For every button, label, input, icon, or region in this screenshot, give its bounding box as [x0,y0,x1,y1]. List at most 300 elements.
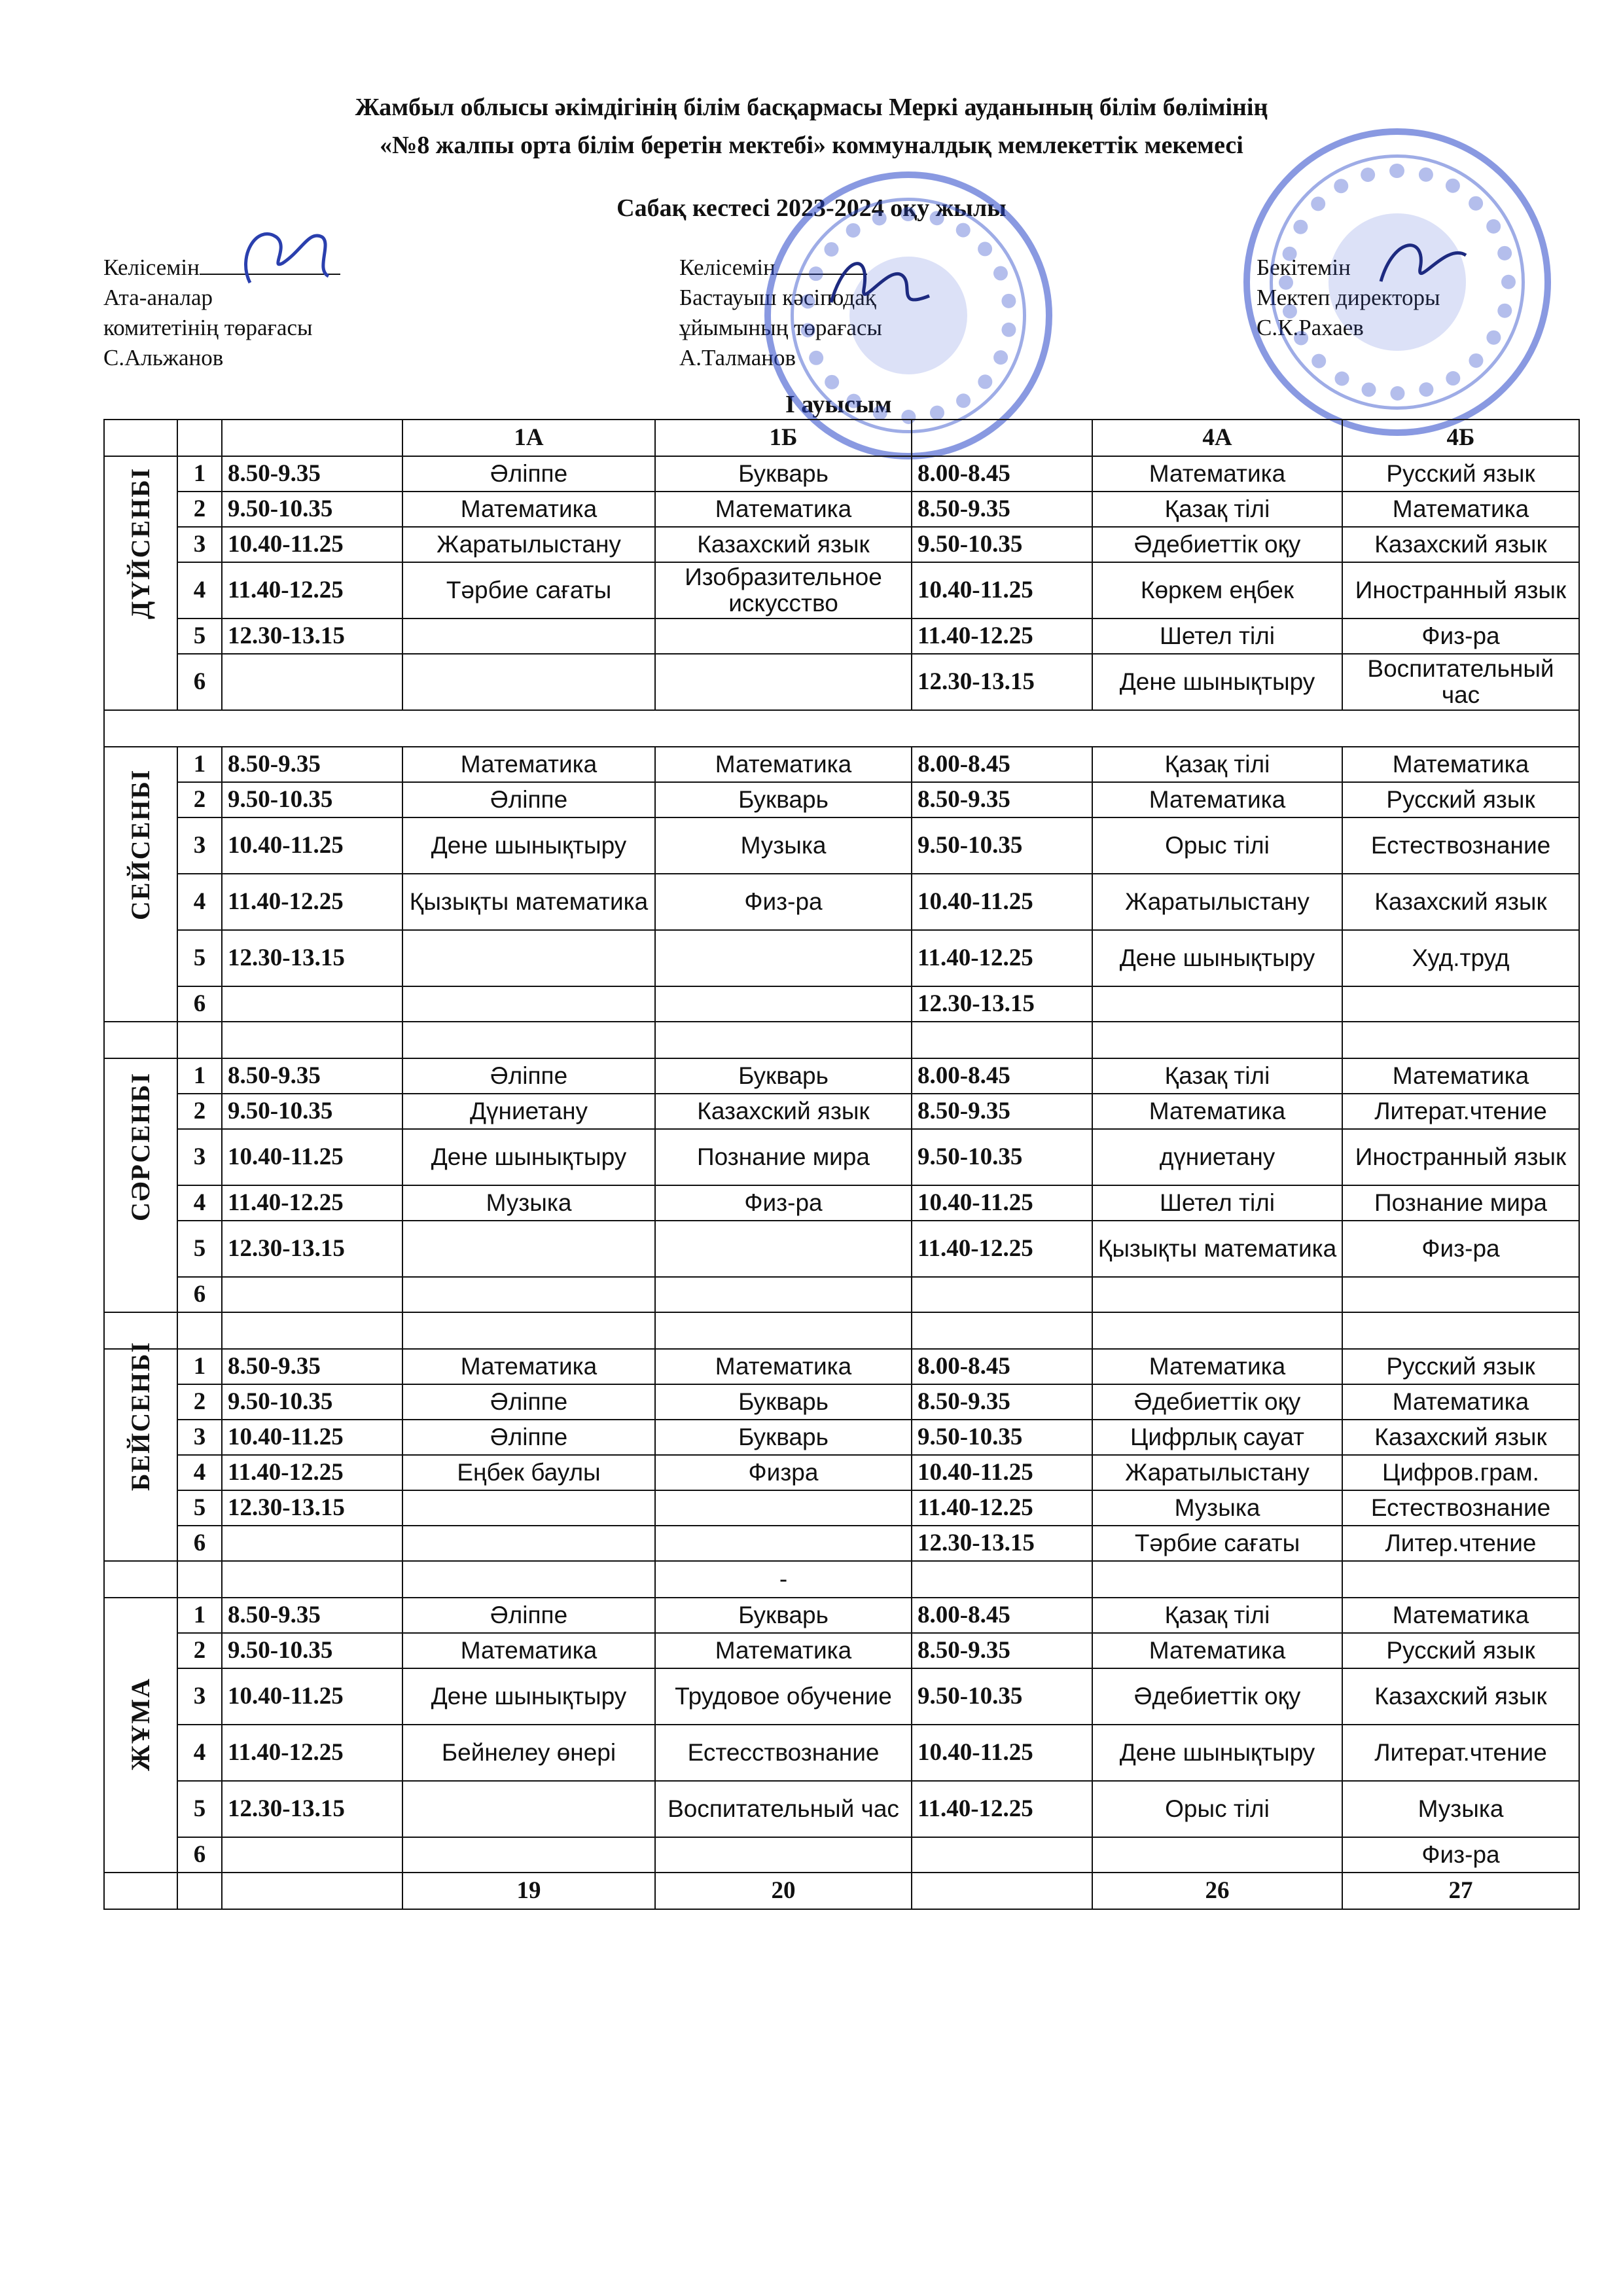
subject-1a-cell [402,1781,655,1837]
subject-4a-cell: Цифрлық сауат [1092,1420,1342,1455]
time-1-cell: 8.50-9.35 [222,456,402,492]
separator-cell [222,1312,402,1349]
subject-1b-cell [655,1221,912,1277]
subject-4a-cell: Шетел тілі [1092,619,1342,654]
total-hours-cell: 26 [1092,1873,1342,1909]
time-1-cell: 11.40-12.25 [222,562,402,619]
subject-1b-cell: Физра [655,1455,912,1490]
signature-icon [1368,223,1479,301]
subject-1a-cell: Математика [402,1633,655,1668]
separator-cell [912,1022,1092,1058]
subject-4a-cell: Шетел тілі [1092,1185,1342,1221]
lesson-number: 1 [177,1349,222,1384]
lesson-number: 3 [177,817,222,874]
subject-1a-cell: Математика [402,1349,655,1384]
day-name: ДҮЙСЕНБІ [126,467,155,619]
separator-row [104,1312,1579,1349]
subject-4b-cell: Математика [1342,1058,1579,1094]
subject-4b-cell: Математика [1342,747,1579,782]
time-1-cell: 11.40-12.25 [222,874,402,930]
lesson-number: 3 [177,1129,222,1185]
subject-4a-cell: Дене шынықтыру [1092,654,1342,710]
subject-1a-cell [402,1490,655,1526]
time-1-cell: 12.30-13.15 [222,619,402,654]
subject-4a-cell: Қазақ тілі [1092,1058,1342,1094]
table-row [104,654,1579,710]
time-4-cell: 12.30-13.15 [912,654,1092,710]
separator-cell [912,1312,1092,1349]
separator-cell [177,1312,222,1349]
subject-1a-cell [402,1837,655,1873]
subject-4a-cell: Жаратылыстану [1092,874,1342,930]
approval-middle-role1: Бастауыш кәсіподақ [679,285,876,310]
time-4-cell: 10.40-11.25 [912,1725,1092,1781]
subject-1b-cell: Букварь [655,1384,912,1420]
table-row [104,1668,1579,1725]
subject-1a-cell: Әліппе [402,1384,655,1420]
time-1-cell: 9.50-10.35 [222,492,402,527]
separator-cell: - [655,1561,912,1598]
subject-4a-cell: Дене шынықтыру [1092,1725,1342,1781]
class-header-4a: 4А [1092,420,1342,456]
subject-1b-cell: Математика [655,747,912,782]
table-row [104,1633,1579,1668]
header-row [104,420,1579,456]
subject-4b-cell: Математика [1342,1598,1579,1633]
separator-cell [655,1022,912,1058]
header-line-1: Жамбыл облысы әкімдігінің білім басқармасы Меркі ауданының білім бөлімінің [355,94,1268,121]
subject-1a-cell: Қызықты математика [402,874,655,930]
subject-1a-cell: Музыка [402,1185,655,1221]
subject-4a-cell: Математика [1092,1094,1342,1129]
subject-1a-cell: Еңбек баулы [402,1455,655,1490]
subject-4a-cell: Көркем еңбек [1092,562,1342,619]
lesson-number: 6 [177,1526,222,1561]
table-row [104,1725,1579,1781]
approval-left-role1: Ата-аналар [103,285,213,310]
day-label [104,1598,177,1873]
lesson-number: 6 [177,1837,222,1873]
time-4-cell: 11.40-12.25 [912,930,1092,986]
subject-4a-cell: Қызықты математика [1092,1221,1342,1277]
header-line-2: «№8 жалпы орта білім беретін мектебі» коммуналдық мемлекеттік мекемесі [380,132,1243,159]
time-4-cell [912,1277,1092,1312]
approval-middle-name: А.Талманов [679,345,796,370]
table-row [104,1490,1579,1526]
time-4-cell: 8.50-9.35 [912,782,1092,817]
subject-1b-cell: Естесствознание [655,1725,912,1781]
signature-icon [818,237,942,329]
subject-1a-cell: Әліппе [402,456,655,492]
subject-1b-cell: Изобразительное искусство [655,562,912,619]
lesson-number: 1 [177,747,222,782]
time-4-cell: 12.30-13.15 [912,986,1092,1022]
subject-4a-cell [1092,1277,1342,1312]
empty-cell [104,1873,177,1909]
subject-4b-cell: Естествознание [1342,817,1579,874]
subject-1a-cell: Әліппе [402,1420,655,1455]
separator-cell [402,1312,655,1349]
time-4-cell: 12.30-13.15 [912,1526,1092,1561]
time-4-cell: 8.50-9.35 [912,1633,1092,1668]
table-row [104,1455,1579,1490]
total-hours-cell: 20 [655,1873,912,1909]
time-1-cell: 12.30-13.15 [222,1781,402,1837]
lesson-number: 4 [177,1725,222,1781]
subject-4a-cell: Әдебиеттік оқу [1092,527,1342,562]
subject-4b-cell: Казахский язык [1342,527,1579,562]
lesson-number: 4 [177,562,222,619]
subject-1b-cell: Воспитательный час [655,1781,912,1837]
subject-4a-cell [1092,1837,1342,1873]
time-1-cell: 10.40-11.25 [222,817,402,874]
subject-4b-cell: Естествознание [1342,1490,1579,1526]
schedule-table [103,419,1580,1910]
subject-4b-cell: Физ-ра [1342,1221,1579,1277]
subject-4a-cell: Математика [1092,782,1342,817]
table-row [104,492,1579,527]
approval-left-role2: комитетінің төрағасы [103,315,313,340]
lesson-number: 3 [177,1668,222,1725]
time-1-cell [222,986,402,1022]
subject-1a-cell [402,930,655,986]
subject-1b-cell: Музыка [655,817,912,874]
subject-4a-cell: дүниетану [1092,1129,1342,1185]
subject-1b-cell: Математика [655,492,912,527]
time-1-cell: 8.50-9.35 [222,1058,402,1094]
subject-4a-cell: Музыка [1092,1490,1342,1526]
time-4-cell: 10.40-11.25 [912,1185,1092,1221]
subject-1a-cell [402,1221,655,1277]
lesson-number: 6 [177,986,222,1022]
subject-1a-cell: Тәрбие сағаты [402,562,655,619]
time-4-cell: 8.00-8.45 [912,747,1092,782]
subject-1b-cell [655,986,912,1022]
subject-1b-cell [655,930,912,986]
separator-cell [104,1561,177,1598]
table-row [104,527,1579,562]
subject-1b-cell: Казахский язык [655,1094,912,1129]
separator-cell [1092,1561,1342,1598]
subject-1b-cell [655,1277,912,1312]
subject-1a-cell [402,654,655,710]
day-name: БЕЙСЕНБІ [126,1341,155,1491]
table-row [104,1349,1579,1384]
subject-4b-cell: Математика [1342,1384,1579,1420]
subject-1a-cell: Математика [402,747,655,782]
subject-1b-cell: Трудовое обучение [655,1668,912,1725]
empty-cell [177,420,222,456]
subject-4b-cell: Русский язык [1342,1349,1579,1384]
time-1-cell: 9.50-10.35 [222,1384,402,1420]
separator-cell [402,1561,655,1598]
table-row [104,930,1579,986]
table-row [104,1781,1579,1837]
subject-4b-cell: Иностранный язык [1342,1129,1579,1185]
lesson-number: 1 [177,456,222,492]
lesson-number: 3 [177,1420,222,1455]
subject-4a-cell: Математика [1092,456,1342,492]
time-1-cell: 11.40-12.25 [222,1185,402,1221]
subject-4a-cell: Қазақ тілі [1092,747,1342,782]
lesson-number: 5 [177,619,222,654]
table-row [104,747,1579,782]
empty-cell [104,420,177,456]
time-1-cell: 11.40-12.25 [222,1725,402,1781]
table-row [104,1185,1579,1221]
day-label [104,747,177,1022]
time-1-cell [222,1277,402,1312]
day-label [104,1341,177,1561]
empty-cell [222,1873,402,1909]
subject-4a-cell: Математика [1092,1349,1342,1384]
subject-4a-cell: Жаратылыстану [1092,1455,1342,1490]
separator-cell [177,1022,222,1058]
time-1-cell: 8.50-9.35 [222,747,402,782]
subject-4a-cell: Тәрбие сағаты [1092,1526,1342,1561]
subject-1a-cell: Әліппе [402,1058,655,1094]
subject-1b-cell: Букварь [655,782,912,817]
subject-4a-cell: Орыс тілі [1092,1781,1342,1837]
separator-cell [402,1022,655,1058]
subject-4a-cell: Әдебиеттік оқу [1092,1668,1342,1725]
table-row [104,1837,1579,1873]
time-1-cell: 12.30-13.15 [222,1221,402,1277]
day-label [104,456,177,710]
subject-4b-cell: Иностранный язык [1342,562,1579,619]
time-1-cell: 9.50-10.35 [222,1633,402,1668]
separator-cell [222,1561,402,1598]
time-4-cell: 9.50-10.35 [912,1420,1092,1455]
subject-4b-cell: Казахский язык [1342,874,1579,930]
table-row [104,562,1579,619]
table-row [104,619,1579,654]
approval-right-role1: Мектеп директоры [1257,285,1440,310]
subject-4b-cell: Физ-ра [1342,619,1579,654]
separator-cell [912,1561,1092,1598]
time-4-cell: 9.50-10.35 [912,1129,1092,1185]
time-4-cell: 8.50-9.35 [912,492,1092,527]
subject-1a-cell: Жаратылыстану [402,527,655,562]
table-row [104,874,1579,930]
time-4-cell: 10.40-11.25 [912,1455,1092,1490]
subject-4b-cell [1342,986,1579,1022]
lesson-number: 5 [177,1221,222,1277]
subject-4b-cell: Русский язык [1342,782,1579,817]
subject-1a-cell: Математика [402,492,655,527]
separator-row [104,1022,1579,1058]
time-1-cell [222,1526,402,1561]
separator-cell [222,1022,402,1058]
lesson-number: 2 [177,1094,222,1129]
time-4-cell: 8.00-8.45 [912,1349,1092,1384]
lesson-number: 5 [177,1781,222,1837]
time-4-cell: 10.40-11.25 [912,874,1092,930]
subject-4b-cell: Воспитательный час [1342,654,1579,710]
subject-1a-cell: Дүниетану [402,1094,655,1129]
lesson-number: 2 [177,492,222,527]
separator-cell [1092,1312,1342,1349]
total-hours-cell: 27 [1342,1873,1579,1909]
subject-4b-cell: Русский язык [1342,1633,1579,1668]
time-4-cell: 8.00-8.45 [912,456,1092,492]
subject-1a-cell: Бейнелеу өнері [402,1725,655,1781]
subject-1b-cell: Букварь [655,1598,912,1633]
lesson-number: 3 [177,527,222,562]
time-1-cell: 8.50-9.35 [222,1598,402,1633]
subject-1a-cell [402,619,655,654]
table-row [104,1094,1579,1129]
time-4-cell: 8.00-8.45 [912,1598,1092,1633]
separator-cell [177,1561,222,1598]
approval-left-agree: Келісемін [103,255,200,280]
time-1-cell: 11.40-12.25 [222,1455,402,1490]
subject-1a-cell [402,1277,655,1312]
table-row [104,986,1579,1022]
time-4-cell: 11.40-12.25 [912,1490,1092,1526]
separator-row [104,710,1579,747]
time-4-cell: 8.50-9.35 [912,1094,1092,1129]
subject-4b-cell: Музыка [1342,1781,1579,1837]
subject-4b-cell: Познание мира [1342,1185,1579,1221]
subject-4a-cell: Дене шынықтыру [1092,930,1342,986]
subject-1b-cell: Физ-ра [655,1185,912,1221]
time-4-cell: 9.50-10.35 [912,1668,1092,1725]
day-name: ЖҰМА [126,1677,155,1771]
subject-1a-cell: Әліппе [402,782,655,817]
table-row [104,1384,1579,1420]
lesson-number: 4 [177,1185,222,1221]
empty-cell [912,1873,1092,1909]
subject-1a-cell: Әліппе [402,1598,655,1633]
lesson-number: 2 [177,782,222,817]
subject-1b-cell: Физ-ра [655,874,912,930]
subject-4a-cell: Қазақ тілі [1092,492,1342,527]
time-1-cell [222,1837,402,1873]
subject-1b-cell: Математика [655,1633,912,1668]
time-1-cell: 10.40-11.25 [222,1129,402,1185]
subject-4b-cell [1342,1277,1579,1312]
lesson-number: 6 [177,1277,222,1312]
subject-4a-cell [1092,986,1342,1022]
subject-1b-cell: Букварь [655,1058,912,1094]
lesson-number: 5 [177,930,222,986]
empty-cell [177,1873,222,1909]
totals-row [104,1873,1579,1909]
time-1-cell [222,654,402,710]
lesson-number: 4 [177,874,222,930]
subject-4a-cell: Қазақ тілі [1092,1598,1342,1633]
separator-row [104,1561,1579,1598]
subject-4b-cell: Литерат.чтение [1342,1094,1579,1129]
time-4-cell: 11.40-12.25 [912,1781,1092,1837]
subject-4b-cell: Цифров.грам. [1342,1455,1579,1490]
subject-1a-cell [402,1526,655,1561]
time-4-cell: 11.40-12.25 [912,1221,1092,1277]
lesson-number: 1 [177,1058,222,1094]
table-row [104,1221,1579,1277]
time-4-cell: 9.50-10.35 [912,817,1092,874]
empty-cell [912,420,1092,456]
separator-cell [1342,1312,1579,1349]
time-1-cell: 10.40-11.25 [222,1668,402,1725]
table-row [104,1277,1579,1312]
separator-cell [104,710,1579,747]
lesson-number: 2 [177,1633,222,1668]
time-1-cell: 10.40-11.25 [222,1420,402,1455]
empty-cell [222,420,402,456]
subject-1b-cell [655,654,912,710]
approval-right-agree: Бекітемін [1257,255,1351,280]
subject-4b-cell: Физ-ра [1342,1837,1579,1873]
table-row [104,782,1579,817]
time-4-cell: 11.40-12.25 [912,619,1092,654]
subject-1b-cell: Казахский язык [655,527,912,562]
subject-1a-cell: Дене шынықтыру [402,1668,655,1725]
approval-right-name: С.К.Рахаев [1257,315,1364,340]
table-row [104,1058,1579,1094]
signature-icon [230,211,342,302]
class-header-4b: 4Б [1342,420,1579,456]
subject-1b-cell [655,1526,912,1561]
subject-4b-cell: Русский язык [1342,456,1579,492]
table-row [104,1420,1579,1455]
subject-1b-cell: Букварь [655,456,912,492]
separator-cell [1342,1561,1579,1598]
subject-1a-cell [402,986,655,1022]
subject-1b-cell [655,1837,912,1873]
separator-cell [1092,1022,1342,1058]
subject-1b-cell [655,1490,912,1526]
time-4-cell: 8.50-9.35 [912,1384,1092,1420]
table-row [104,1598,1579,1633]
lesson-number: 1 [177,1598,222,1633]
time-1-cell: 9.50-10.35 [222,1094,402,1129]
subject-1a-cell: Дене шынықтыру [402,1129,655,1185]
subject-1a-cell: Дене шынықтыру [402,817,655,874]
subject-1b-cell [655,619,912,654]
lesson-number: 2 [177,1384,222,1420]
table-row [104,1129,1579,1185]
schedule-title: Сабақ кестесі 2023-2024 оқу жылы [616,194,1007,222]
approval-left-name: С.Альжанов [103,345,224,370]
time-4-cell [912,1837,1092,1873]
shift-label: I ауысым [785,391,892,418]
class-header-1a: 1А [402,420,655,456]
time-1-cell: 12.30-13.15 [222,1490,402,1526]
subject-1b-cell: Познание мира [655,1129,912,1185]
separator-cell [655,1312,912,1349]
lesson-number: 4 [177,1455,222,1490]
subject-4b-cell: Математика [1342,492,1579,527]
table-row [104,456,1579,492]
subject-4b-cell: Литер.чтение [1342,1526,1579,1561]
subject-4b-cell: Литерат.чтение [1342,1725,1579,1781]
time-1-cell: 12.30-13.15 [222,930,402,986]
subject-4a-cell: Математика [1092,1633,1342,1668]
time-4-cell: 9.50-10.35 [912,527,1092,562]
subject-4a-cell: Орыс тілі [1092,817,1342,874]
separator-cell [1342,1022,1579,1058]
day-name: СЕЙСЕНБІ [126,768,155,920]
lesson-number: 6 [177,654,222,710]
time-1-cell: 10.40-11.25 [222,527,402,562]
approval-middle-role2: ұйымының төрағасы [679,315,882,340]
lesson-number: 5 [177,1490,222,1526]
subject-4a-cell: Әдебиеттік оқу [1092,1384,1342,1420]
total-hours-cell: 19 [402,1873,655,1909]
subject-1b-cell: Математика [655,1349,912,1384]
